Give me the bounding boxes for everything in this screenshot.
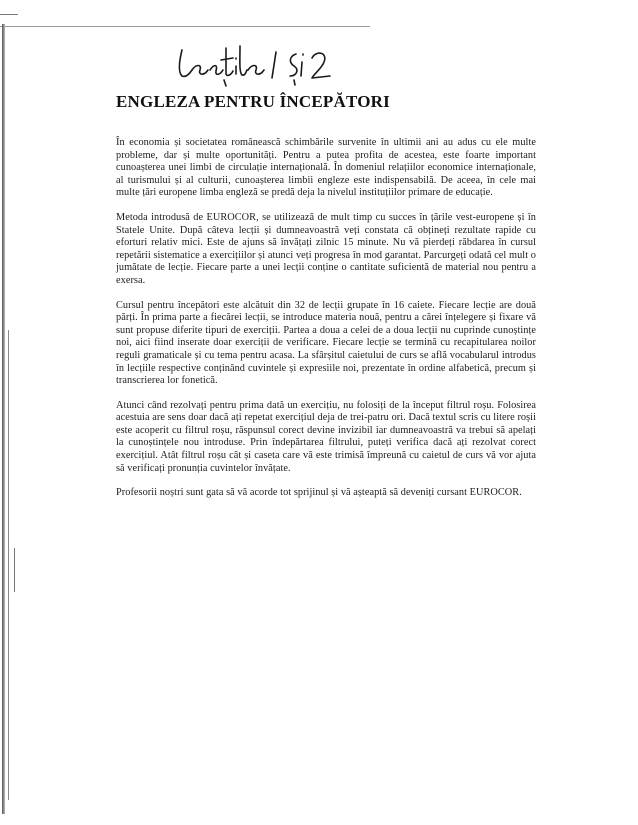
paragraph-course-structure: Cursul pentru începători este alcătuit din 32 de lecții grupate în 16 caiete. Fiecare lecție are două părți. În prima parte a fiecărei lecții, se introduce materia nouă, pentru a cărei înțelegere și fixare vă sunt propuse diferite tipuri de exerciții. Partea a doua a celei de a doua lecții nu cuprinde cunoștințe noi, aici fiind inserate doar exerciții de verificare. Fiecare lecție se termină cu recapitularea noilor reguli gramaticale și cu tema pentru acasa. La sfârșitul caietului de curs se află vocabularul introdus în lecțiile respective conținând cuvintele și expresiile noi, prezentate în ordine alfabetică, precum și transcrierea lor fonetică.: [116, 299, 536, 387]
paragraph-method: Metoda introdusă de EUROCOR, se utilizează de mult timp cu succes în țările vest-europene și în Statele Unite. După câteva lecții și dumneavoastră veți constata că obțineți rezultate rapide cu eforturi relativ mici. Este de ajuns să învățați zilnic 15 minute. Nu vă pierdeți răbdarea în cursul repetării sistematice a exercițiilor și atunci veți progresa în mod garantat. Parcurgeți odată cel mult o jumătate de lecție. Fiecare parte a unei lecții conține o cantitate suficientă de material nou pentru a exersa.: [116, 211, 536, 286]
scan-mark: [0, 14, 18, 15]
handwriting-icon: [176, 40, 356, 88]
handwritten-note: [176, 40, 356, 88]
paragraph-closing: Profesorii noștri sunt gata să vă acorde tot sprijinul și vă așteaptă să deveniți cursant EUROCOR.: [116, 487, 522, 499]
scan-edge-left: [2, 24, 5, 814]
scan-mark: [14, 548, 21, 592]
document-body: [116, 137, 536, 512]
scan-edge-top: [0, 26, 370, 27]
scan-edge-line: [8, 330, 9, 800]
paragraph-intro: În economia și societatea românească schimbările survenite în ultimii ani au adus cu ele multe probleme, dar și multe oportunități. Pentru a putea profita de acestea, este foarte important cunoașterea unei limbi de circulație internațională. În domeniul relațiilor economice internaționale, al turismului și al culturii, cunoașterea limbii engleze este indispensabilă. De aceea, în cele mai multe țări europene limba engleză se predă deja la nivelul instituțiilor primare de educație.: [116, 137, 536, 199]
paragraph-red-filter: Atunci când rezolvați pentru prima dată un exercițiu, nu folosiți de la început filtrul roșu. Folosirea acestuia are sens doar dacă ați repetat exercițiul deja de trei-patru ori. Dacă textul scris cu litere roșii este acoperit cu filtrul roșu, răspunsul corect devine invizibil iar dumneavoastră va trebui să apelați la cunoștințele nou introduse. Prin îndepărtarea filtrului, puteți verifica dacă ați rezolvat corect exercițiul. Atât filtrul roșu cât și caseta care vă este trimisă împreună cu caietul de curs vă vor ajuta să verificați pronunția cuvintelor învățate.: [116, 399, 536, 474]
page-title: ENGLEZA PENTRU ÎNCEPĂTORI: [116, 92, 390, 111]
